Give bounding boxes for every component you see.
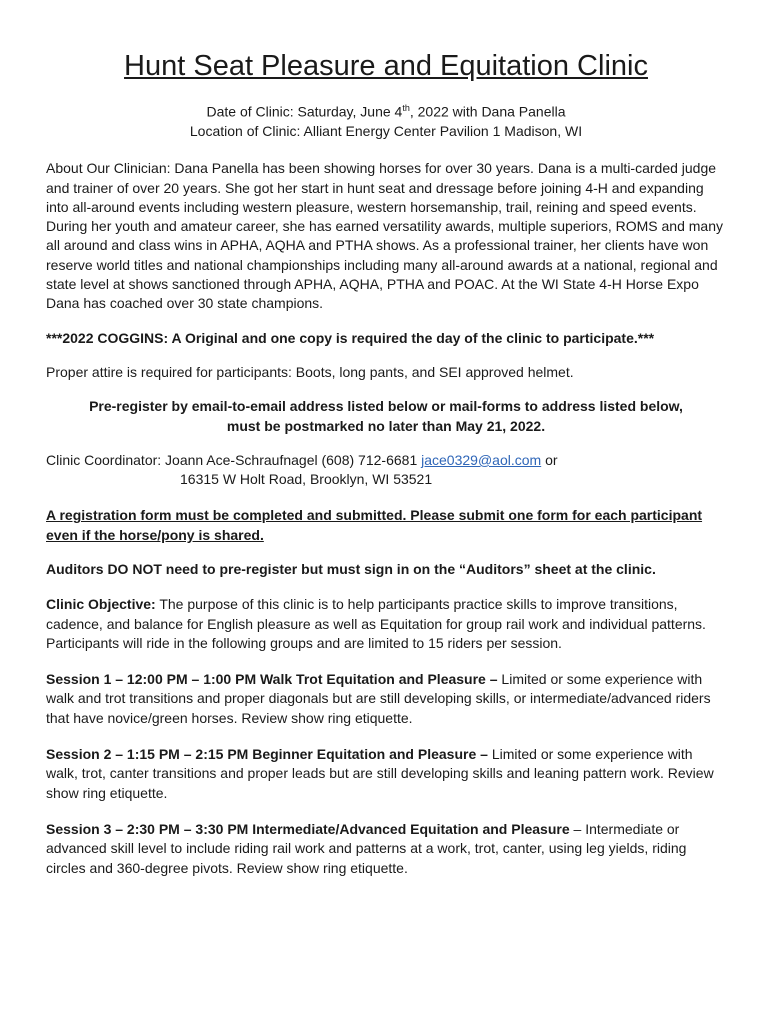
- preregister-line-2: must be postmarked no later than May 21, 2022.: [226, 417, 546, 434]
- coordinator-info: [46, 451, 726, 490]
- coordinator-or: or: [541, 451, 558, 468]
- attire-notice: Proper attire is required for participants: Boots, long pants, and SEI approved helmet.: [46, 363, 574, 380]
- session-2-heading: Session 2 – 1:15 PM – 2:15 PM Beginner Equitation and Pleasure –: [46, 746, 488, 763]
- objective-heading: Clinic Objective:: [46, 596, 156, 613]
- clinic-date-text: Date of Clinic: Saturday, June 4: [206, 103, 403, 120]
- session-2-text: Limited or some experience with walk, trot, canter transitions and proper leads but are still developing skills and leaning pattern work. Review show ring etiquette.: [46, 746, 714, 801]
- clinic-date-sup: th: [402, 103, 410, 113]
- session-1-text: Limited or some experience with walk and trot transitions and proper diagonals but are still developing skills, or intermediate/advanced riders that have novice/green horses. Review show ring etiquette.: [46, 671, 711, 726]
- session-3-heading: Session 3 – 2:30 PM – 3:30 PM Intermediate/Advanced Equitation and Pleasure: [46, 820, 570, 837]
- session-3: [46, 820, 726, 878]
- coordinator-address: 16315 W Holt Road, Brooklyn, WI 53521: [180, 471, 433, 488]
- clinic-location: Location of Clinic: Alliant Energy Center Pavilion 1 Madison, WI: [189, 122, 583, 139]
- objective-text: The purpose of this clinic is to help participants practice skills to improve transitions, cadence, and balance for English pleasure as well as Equitation for group rail work and individual patterns. Participants will ride in the following groups and are limited to 15 riders per session.: [46, 596, 706, 651]
- auditors-notice: Auditors DO NOT need to pre-register but must sign in on the “Auditors” sheet at the clinic.: [46, 561, 656, 577]
- coordinator-line: [46, 451, 726, 470]
- page-title: Hunt Seat Pleasure and Equitation Clinic: [124, 50, 648, 82]
- clinic-date: [46, 99, 726, 122]
- about-clinician: About Our Clinician: Dana Panella has been showing horses for over 30 years. Dana is a multi-carded judge and trainer of over 20 years. She got her start in hunt seat and dressage before joining 4-H and expanding into all-around events including western pleasure, western horsemanship, trail, reining and speed events. During her youth and amateur career, she has earned versatility awards, multiple superiors, ROMS and many all around and class wins in APHA, AQHA and PTHA shows. As a professional trainer, her clients have won reserve world titles and national championships including many all-around awards at a national, regional and state level at shows sanctioned through APHA, AQHA, PTHA and POAC. At the WI State 4-H Horse Expo Dana has coached over 30 state champions.: [46, 160, 723, 312]
- session-1-heading: Session 1 – 12:00 PM – 1:00 PM Walk Trot Equitation and Pleasure –: [46, 671, 498, 688]
- coordinator-email-link[interactable]: jace0329@aol.com: [421, 451, 542, 468]
- session-2: [46, 745, 726, 803]
- clinic-objective: [46, 595, 726, 653]
- preregister-notice: [46, 397, 726, 436]
- coordinator-label: Clinic Coordinator: Joann Ace-Schraufnagel (608) 712-6681: [46, 451, 422, 468]
- registration-notice: A registration form must be completed and submitted. Please submit one form for each participant even if the horse/pony is shared.: [46, 507, 703, 543]
- session-3-text: – Intermediate or advanced skill level to include riding rail work and patterns at a work, trot, canter, using leg yields, riding circles and 360-degree pivots. Review show ring etiquette.: [46, 820, 687, 876]
- preregister-line-1: Pre-register by email-to-email address listed below or mail-forms to address listed below,: [89, 398, 683, 415]
- coggins-notice: ***2022 COGGINS: A Original and one copy is required the day of the clinic to participate.***: [46, 329, 655, 346]
- session-1: [46, 670, 726, 728]
- clinic-date-suffix: , 2022 with Dana Panella: [409, 103, 566, 120]
